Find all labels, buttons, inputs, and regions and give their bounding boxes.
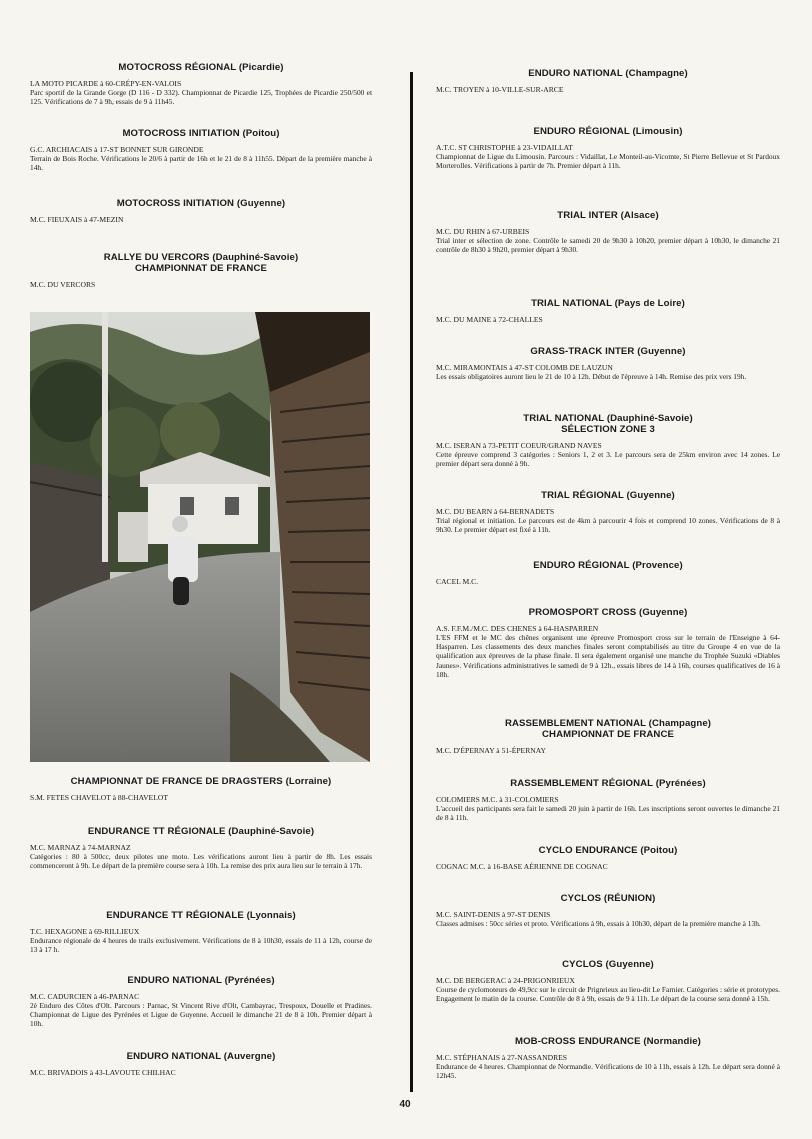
event-heading bbox=[30, 198, 372, 209]
event-organizer: COGNAC M.C. à 16-BASE AÉRIENNE DE COGNAC bbox=[436, 862, 608, 871]
event-region: (Lyonnais) bbox=[246, 910, 296, 921]
event-title: RALLYE DU VERCORS bbox=[103, 252, 210, 263]
event-title: TRIAL INTER bbox=[557, 210, 618, 221]
event-heading bbox=[30, 975, 372, 986]
event-organizer: M.C. D'ÉPERNAY à 51-ÉPERNAY bbox=[436, 746, 547, 755]
event-title: CYCLOS bbox=[562, 959, 603, 970]
event-heading bbox=[436, 126, 780, 137]
event-subtitle: CHAMPIONNAT DE FRANCE bbox=[135, 263, 267, 274]
event-title: ENDURO NATIONAL bbox=[528, 68, 623, 79]
event-details: Trial régional et initiation. Le parcours est de 4km à parcourir 4 fois et comprend 10 zones. Vérifications de 8 à 9h30. Le premier départ est fixé à 11h. bbox=[436, 516, 780, 535]
event-organizer: A.S. F.F.M./M.C. DES CHENES à 64-HASPARREN bbox=[436, 624, 599, 633]
event-heading bbox=[436, 490, 780, 501]
event-heading bbox=[436, 560, 780, 571]
event-organizer: M.C. BRIVADOIS à 43-LAVOUTE CHILHAC bbox=[30, 1068, 176, 1077]
right-event-grass-track-inter bbox=[436, 346, 780, 381]
left-event-endurance-tt-regionale bbox=[30, 826, 372, 870]
event-heading bbox=[30, 252, 372, 274]
right-event-enduro-national bbox=[436, 68, 780, 94]
event-title: RASSEMBLEMENT RÉGIONAL bbox=[510, 778, 653, 789]
event-organizer: M.C. MARNAZ à 74-MARNAZ bbox=[30, 843, 131, 852]
event-details: Les essais obligatoires auront lieu le 21 de 10 à 12h. Début de l'épreuve à 14h. Remise des prix vers 19h. bbox=[436, 372, 747, 381]
event-heading bbox=[436, 1036, 780, 1047]
event-heading bbox=[436, 959, 780, 970]
left-event-rallye-du-vercors bbox=[30, 252, 372, 289]
event-title: MOTOCROSS INITIATION bbox=[116, 198, 235, 209]
event-heading bbox=[30, 1051, 372, 1062]
event-organizer: M.C. FIEUXAIS à 47-MEZIN bbox=[30, 215, 124, 224]
right-event-rassemblement-regional bbox=[436, 778, 780, 822]
event-details: 2è Enduro des Côtes d'Olt. Parcours : Parnac, St Vincent Rive d'Olt, Cambayrac, Trespoux, Douelle et Pradines. Championnat de Ligue des Pyrénées et Ligue de Guyenne. Accueil le dimanche 21 de 8 à 10h. Premier départ à 10h. bbox=[30, 1001, 372, 1029]
event-details: Endurance de 4 heures. Championnat de Normandie. Vérifications de 10 à 11h, essais à 12h. Le départ sera donné à 12h45. bbox=[436, 1062, 780, 1081]
event-title: RASSEMBLEMENT NATIONAL bbox=[504, 718, 646, 729]
event-organizer: A.T.C. ST CHRISTOPHE à 23-VIDAILLAT bbox=[436, 143, 573, 152]
event-region: (Dauphiné-Savoie) bbox=[212, 252, 299, 263]
event-region: (Poitou) bbox=[242, 128, 280, 139]
event-title: ENDURANCE TT RÉGIONALE bbox=[106, 910, 244, 921]
event-details: Championnat de Ligue du Limousin. Parcours : Vidaillat, Le Monteil-au-Vicomte, St Pierre Bellevue et St Pardoux Morterolles. Vérifications à partir de 7h. Premier départ à 11h. bbox=[436, 152, 780, 171]
event-details: L'ES FFM et le MC des chênes organisent une épreuve Promosport cross sur le terrain de l'Enseigne à 64-Hasparren. Les classements des deux manches finales seront comptabilisés au titre du Groupe 4 en vue de la qualification aux épreuves de la phase finale. Il sera également organisé une manche du Trophée Suzuki «Diables Jaunes». Vérifications administratives le samedi de 9 à 12h., essais libres de 14 à 16h, courses qualificatives de 16 à 18h. bbox=[436, 633, 780, 679]
event-organizer: M.C. DU RHIN à 67-URBEIS bbox=[436, 227, 530, 236]
left-event-enduro-national bbox=[30, 975, 372, 1029]
event-region: (Pyrénées) bbox=[655, 778, 706, 789]
event-region: (RÉUNION) bbox=[603, 893, 656, 904]
column-divider bbox=[410, 72, 413, 1092]
event-heading bbox=[436, 210, 780, 221]
event-organizer: S.M. FETES CHAVELOT à 88-CHAVELOT bbox=[30, 793, 168, 802]
event-region: (Guyenne) bbox=[637, 346, 686, 357]
right-event-trial-national bbox=[436, 413, 780, 468]
event-heading bbox=[436, 298, 780, 309]
event-title: CYCLOS bbox=[560, 893, 602, 904]
event-title: CHAMPIONNAT DE FRANCE DE DRAGSTERS bbox=[70, 776, 283, 787]
right-event-cyclos bbox=[436, 893, 780, 928]
event-title: MOTOCROSS INITIATION bbox=[122, 128, 240, 139]
event-details: Catégories : 80 à 500cc, deux pilotes une moto. Les vérifications auront lieu à partir de 8h. Les essais commenceront à 9h. Le départ de la première course sera à 10h. La remise des prix aura lieu sur le terrain à 17h. bbox=[30, 852, 372, 871]
event-details: Trial inter et sélection de zone. Contrôle le samedi 20 de 9h30 à 10h20, premier départ à 10h30, le dimanche 21 contrôle de 8h30 à 9h20, premier départ à 9h30. bbox=[436, 236, 780, 255]
right-event-trial-inter bbox=[436, 210, 780, 254]
event-subtitle: CHAMPIONNAT DE FRANCE bbox=[542, 729, 674, 740]
right-event-enduro-regional bbox=[436, 126, 780, 170]
event-title: ENDURO RÉGIONAL bbox=[533, 560, 630, 571]
left-event-endurance-tt-regionale bbox=[30, 910, 372, 954]
left-event-enduro-national bbox=[30, 1051, 372, 1077]
event-region: (Auvergne) bbox=[223, 1051, 276, 1062]
event-region: (Normandie) bbox=[643, 1036, 701, 1047]
event-region: (Picardie) bbox=[238, 62, 284, 73]
event-organizer: COLOMIERS M.C. à 31-COLOMIERS bbox=[436, 795, 559, 804]
event-heading bbox=[436, 413, 780, 435]
event-organizer: LA MOTO PICARDE à 60-CRÉPY-EN-VALOIS bbox=[30, 79, 182, 88]
event-title: ENDURO RÉGIONAL bbox=[533, 126, 630, 137]
motorcycle-road-photo bbox=[30, 312, 370, 762]
event-heading bbox=[436, 778, 780, 789]
event-organizer: M.C. CADURCIEN à 46-PARNAC bbox=[30, 992, 140, 1001]
event-organizer: M.C. MIRAMONTAIS à 47-ST COLOMB DE LAUZUN bbox=[436, 363, 613, 372]
event-heading bbox=[30, 776, 372, 787]
event-organizer: CACEL M.C. bbox=[436, 577, 479, 586]
event-heading bbox=[436, 718, 780, 740]
event-title: ENDURO NATIONAL bbox=[126, 1051, 221, 1062]
event-organizer: M.C. DU VERCORS bbox=[30, 280, 96, 289]
event-heading bbox=[436, 68, 780, 79]
event-title: CYCLO ENDURANCE bbox=[538, 845, 638, 856]
event-organizer: M.C. DU BEARN à 64-BERNADETS bbox=[436, 507, 555, 516]
event-title: TRIAL NATIONAL bbox=[523, 413, 605, 424]
event-region: (Guyenne) bbox=[605, 959, 654, 970]
event-heading bbox=[30, 128, 372, 139]
event-subtitle: SÉLECTION ZONE 3 bbox=[561, 424, 655, 435]
event-heading bbox=[30, 62, 372, 73]
event-region: (Dauphiné-Savoie) bbox=[606, 413, 693, 424]
event-title: TRIAL NATIONAL bbox=[531, 298, 612, 309]
event-organizer: M.C. TROYEN à 10-VILLE-SUR-ARCE bbox=[436, 85, 564, 94]
right-event-rassemblement-national bbox=[436, 718, 780, 755]
event-heading bbox=[30, 826, 372, 837]
event-region: (Guyenne) bbox=[639, 607, 688, 618]
page-number: 40 bbox=[399, 1099, 411, 1110]
event-region: (Dauphiné-Savoie) bbox=[228, 826, 315, 837]
event-region: (Alsace) bbox=[620, 210, 659, 221]
event-region: (Guyenne) bbox=[236, 198, 286, 209]
right-event-cyclos bbox=[436, 959, 780, 1003]
event-organizer: M.C. DU MAINE à 72-CHALLES bbox=[436, 315, 543, 324]
event-details: Cette épreuve comprend 3 catégories : Seniors 1, 2 et 3. Le parcours sera de 25km environ avec 14 zones. Le premier départ sera donné à 9h. bbox=[436, 450, 780, 469]
left-event-motocross-regional bbox=[30, 62, 372, 106]
left-event-motocross-initiation bbox=[30, 198, 372, 224]
event-title: TRIAL RÉGIONAL bbox=[541, 490, 624, 501]
event-heading bbox=[436, 607, 780, 618]
event-heading bbox=[436, 845, 780, 856]
event-heading bbox=[436, 893, 780, 904]
event-organizer: G.C. ARCHIACAIS à 17-ST BONNET SUR GIRONDE bbox=[30, 145, 204, 154]
event-region: (Poitou) bbox=[640, 845, 678, 856]
right-event-mob-cross-endurance bbox=[436, 1036, 780, 1080]
event-details: Endurance régionale de 4 heures de trails exclusivement. Vérifications de 8 à 10h30, essais de 11 à 12h, course de 13 à 17 h. bbox=[30, 936, 372, 955]
event-organizer: M.C. DE BERGERAC à 24-PRIGONRIEUX bbox=[436, 976, 575, 985]
event-region: (Champagne) bbox=[625, 68, 688, 79]
event-details: Classes admises : 50cc séries et proto. Vérifications à 9h, essais à 10h30, départ de la première manche à 13h. bbox=[436, 919, 761, 928]
event-title: MOB-CROSS ENDURANCE bbox=[515, 1036, 641, 1047]
event-details: L'accueil des participants sera fait le samedi 20 juin à partir de 16h. Les inscriptions seront ouvertes le dimanche 21 de 8 à 11h. bbox=[436, 804, 780, 823]
event-title: PROMOSPORT CROSS bbox=[528, 607, 637, 618]
right-event-cyclo-endurance bbox=[436, 845, 780, 871]
event-details: Parc sportif de la Grande Gorge (D 116 - D 332). Championnat de Picardie 125, Trophées de Picardie 250/500 et 125. Vérifications de 7 à 9h, essais de 9 à 11h45. bbox=[30, 88, 372, 107]
event-region: (Pays de Loire) bbox=[614, 298, 685, 309]
event-heading bbox=[436, 346, 780, 357]
right-event-promosport-cross bbox=[436, 607, 780, 679]
event-title: ENDURANCE TT RÉGIONALE bbox=[87, 826, 226, 837]
event-details: Course de cyclomoteurs de 49,9cc sur le circuit de Prignrieux au lieu-dit Le Farnier. Catégories : série et prototypes. Engagement le matin de la course. Contrôle de 8 à 9h, essais de 9 à 11h. Le départ de la course sera donné à 15h. bbox=[436, 985, 780, 1004]
event-title: ENDURO NATIONAL bbox=[127, 975, 222, 986]
event-region: (Lorraine) bbox=[285, 776, 332, 787]
left-event-championnat-de-france-de-dragsters bbox=[30, 776, 372, 802]
event-organizer: M.C. ISERAN à 73-PETIT COEUR/GRAND NAVES bbox=[436, 441, 602, 450]
event-region: (Pyrénées) bbox=[224, 975, 275, 986]
event-organizer: M.C. SAINT-DENIS à 97-ST DENIS bbox=[436, 910, 551, 919]
right-event-trial-national bbox=[436, 298, 780, 324]
left-event-motocross-initiation bbox=[30, 128, 372, 172]
right-event-trial-regional bbox=[436, 490, 780, 534]
event-region: (Provence) bbox=[632, 560, 683, 571]
event-title: MOTOCROSS RÉGIONAL bbox=[118, 62, 237, 73]
event-region: (Limousin) bbox=[632, 126, 683, 137]
right-event-enduro-regional bbox=[436, 560, 780, 586]
event-heading bbox=[30, 910, 372, 921]
event-organizer: M.C. STÉPHANAIS à 27-NASSANDRES bbox=[436, 1053, 568, 1062]
event-organizer: T.C. HEXAGONE à 69-RILLIEUX bbox=[30, 927, 140, 936]
event-region: (Champagne) bbox=[648, 718, 712, 729]
event-region: (Guyenne) bbox=[626, 490, 675, 501]
event-details: Terrain de Bois Roche. Vérifications le 20/6 à partir de 16h et le 21 de 8 à 11h55. Départ de la première manche à 14h. bbox=[30, 154, 372, 173]
event-title: GRASS-TRACK INTER bbox=[530, 346, 635, 357]
